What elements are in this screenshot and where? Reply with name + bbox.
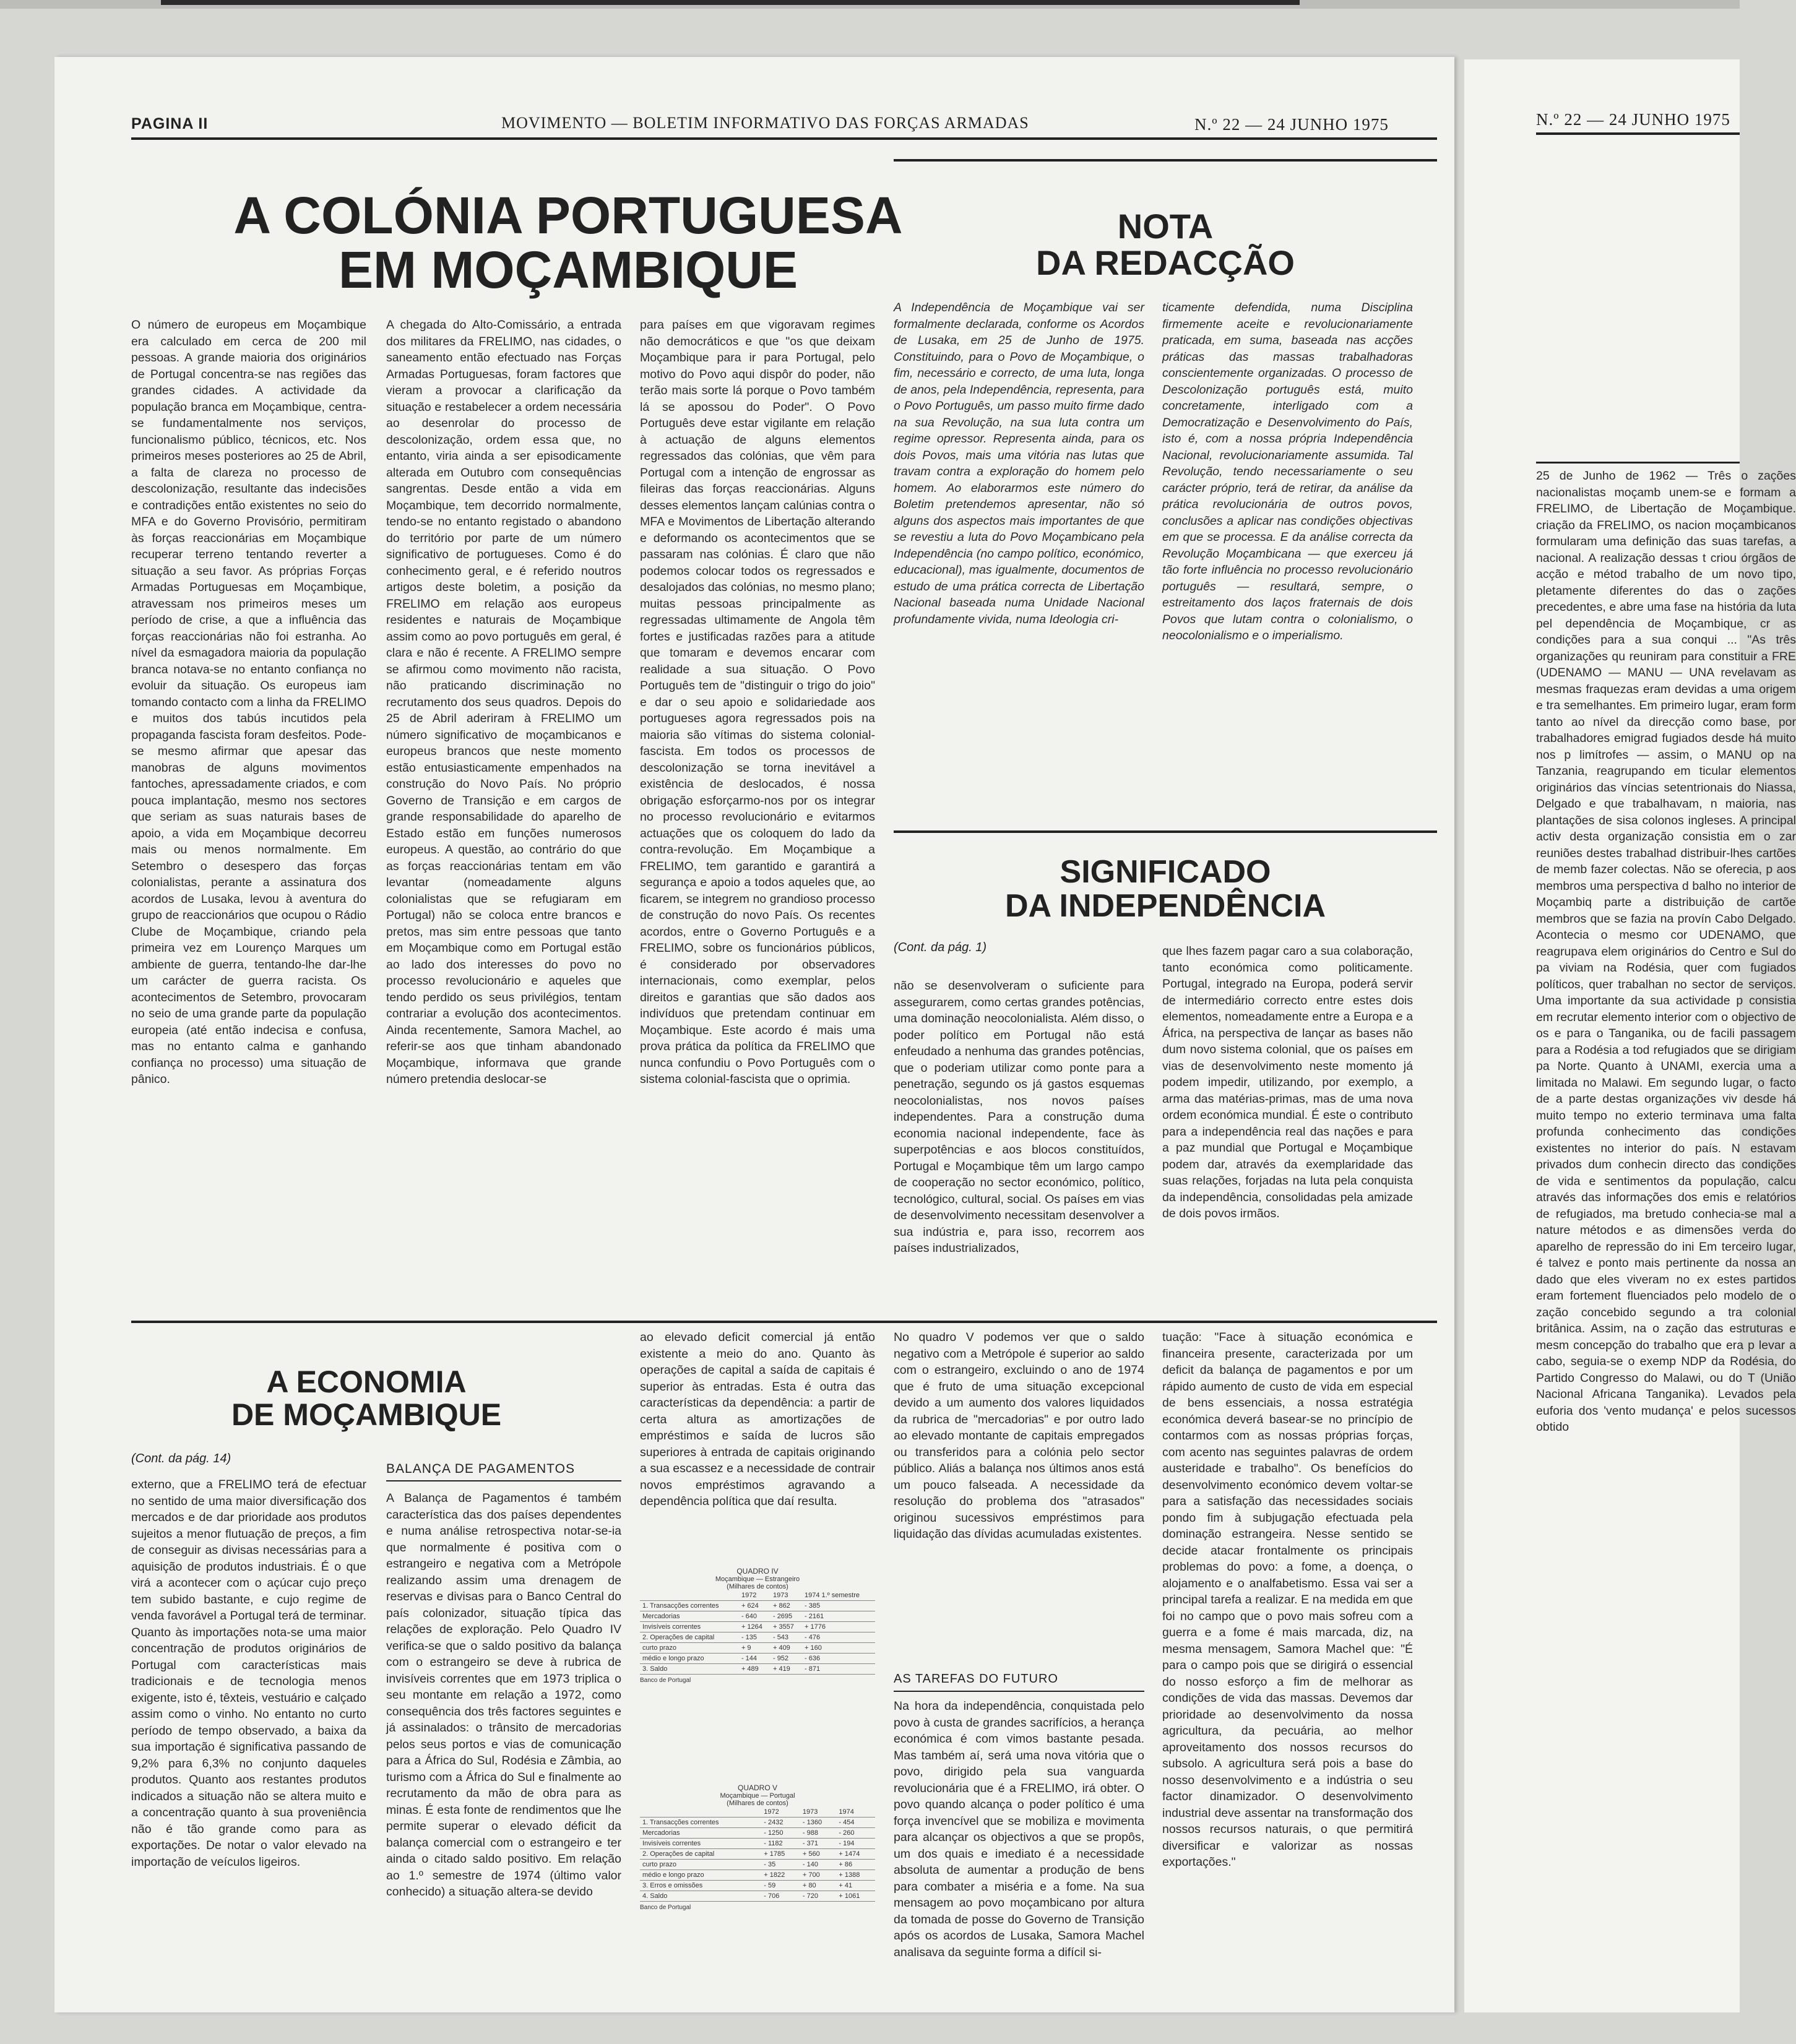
table-cell: + 862 (771, 1601, 802, 1611)
table-row (640, 1881, 875, 1891)
quadro-iv-year: 1974 1.º semestre (802, 1590, 875, 1601)
quadro-v (640, 1783, 875, 1994)
next-page-column: 25 de Junho de 1962 — Três o zações nacionalistas moçamb unem-se e formam a FRELIMO, de Libertação de Moçambique. criação da FRELIMO, os nacion moçambicanos formularam uma definição das suas tarefas, a nacional. A realização dessas t criou órgãos de acção e métod trabalho de um novo tipo, pletamente diferentes do das o zações precedentes, e abre uma fase na história da luta pel dependência de Moçambique, cr as condições para a sua conqui ... "As três organizações qu reuniram para constituir a FRE (UDENAMO — MANU — UNA revelavam as mesmas fraquezas eram devidas a uma origem e tra semelhantes. Em primeiro lugar, eram form tanto ao nível da direcção como base, por trabalhadores emigrad fugiados desde há muito nos p limítrofes — assim, o MANU op na Tanzania, reagrupando em ticular elementos originários das víncias setentrionais do Niassa, Delgado e que trabalhavam, n maioria, nas plantações de sisa colonos ingleses. A principal activ desta organização consistia em o zar reuniões destes trabalhad distribuir-lhes cartões de memb fazer colectas. Não se oferecia, p aos membros uma perspectiva d balho no interior de Moçambiq parte a distribuição de cartõe membros que se fazia na provín Cabo Delgado. Acontecia o mesmo cor UDENAMO, que reagrupava elem originários do Centro e Sul do pa viviam na Rodésia, quer com fugiados políticos, quer trabalhan no sector de serviços. Uma importante da sua actividade p consistia em recrutar elemento interior com o objectivo de os e para o Tanganika, ou de facili passagem para a Rodésia a tod refugiados que se dirigiam pa Norte. Quanto à UNAMI, exercia uma a limitada no Malawi. Em segundo lugar, o facto de a parte destas organizações viv desde há muito tempo no exterio terminava uma falta profunda conhecimento das condições existentes no interior do país. N estavam privados dum conhecin directo das condições de vida e sentimentos da população, calcu através das informações dos emis e relatórios de refugiados, ma bretudo conhecia-se mal a nature métodos e as dimensões verda do aparelho de repressão do ini Em terceiro lugar, é talvez e ponto mais pertinente da nossa an dado que eles viveram no ex estes partidos eram fortement fluenciados pelo modelo de o zação concebido segundo a tra colonial britânica. Assim, na o zação das estruturas e mesm concepção do trabalho que era p levar a cabo, seguia-se o exemp NDP da Rodésia, do Partido Congresso do Malawi, ou do T (União Nacional Africana Tanganika). Levados pela euforia dos 'vento mudança' e pelos sucessos obtido (1536, 469, 1796, 1434)
table-row (640, 1601, 875, 1611)
table-cell: + 1822 (761, 1870, 800, 1881)
next-page (1464, 59, 1796, 2012)
table-row (640, 1860, 875, 1870)
table-cell: - 260 (836, 1828, 875, 1839)
quadro-iv-title: QUADRO IV (736, 1567, 779, 1576)
table-cell: - 194 (836, 1839, 875, 1849)
table-cell: - 988 (800, 1828, 837, 1839)
table-row (640, 1891, 875, 1902)
table-cell: - 952 (771, 1654, 802, 1664)
economia-headline (131, 1366, 602, 1431)
table-cell: Mercadorias (640, 1611, 739, 1622)
table-cell: 4. Saldo (640, 1891, 761, 1902)
table-cell: - 35 (761, 1860, 800, 1870)
next-page-section-rule (1536, 462, 1740, 464)
table-cell: curto prazo (640, 1643, 739, 1654)
table-cell: + 86 (836, 1860, 875, 1870)
quadro-iv-year: 1973 (771, 1590, 802, 1601)
nota-top-rule (894, 159, 1437, 162)
significado-headline-line-1: SIGNIFICADO (1060, 854, 1271, 890)
table-cell: - 371 (800, 1839, 837, 1849)
quadro-iv-table (640, 1590, 875, 1675)
quadro-v-year: 1972 (761, 1807, 800, 1818)
nota-headline-line-2: DA REDACÇÃO (1036, 243, 1295, 282)
table-cell: - 454 (836, 1818, 875, 1828)
economia-column-3: ao elevado deficit comercial já então existente a meio do ano. Quanto às operações de capital a saída de capitais é superior às entradas. Esta é outra das características da dependência: a partir de certa altura as amortizações de empréstimos e saída de lucros são superiores à entrada de capitais originando a sua escassez e a necessidade de contrair novos empréstimos agravando a dependência política que daí resulta. (640, 1330, 875, 1508)
table-cell: + 1785 (761, 1849, 800, 1860)
quadro-iv-year: 1972 (739, 1590, 771, 1601)
nota-headline (894, 209, 1437, 282)
quadro-iv-subtitle: Moçambique — Estrangeiro (715, 1576, 800, 1583)
table-cell: - 636 (802, 1654, 875, 1664)
next-page-issue: N.º 22 — 24 JUNHO 1975 (1536, 110, 1730, 129)
table-cell: + 1474 (836, 1849, 875, 1860)
table-cell: + 560 (800, 1849, 837, 1860)
table-cell: + 1264 (739, 1622, 771, 1632)
significado-column-1: não se desenvolveram o suficiente para assegurarem, como certas grandes potências, uma dominação neocolonialista. Além disso, o poder político em Portugal não está enfeudado a nenhuma das grandes potências, que o poderiam utilizar como ponte para a penetração, segundo os já gastos esquemas neocolonialistas, nos novos países independentes. Para a construção duma economia nacional independente, face às superpotências e aos blocos constituídos, Portugal e Moçambique têm um largo campo de cooperação no sector económico, político, tecnológico, cultural, social. Os países em vias de desenvolvimento necessitam desenvolver a sua indústria e, para isso, recorrem aos países industrializados, (894, 979, 1144, 1255)
publication-title: MOVIMENTO — BOLETIM INFORMATIVO DAS FORÇAS ARMADAS (501, 114, 1029, 132)
table-cell: - 706 (761, 1891, 800, 1902)
scan-edge-bar (161, 0, 1300, 5)
quadro-v-header-row (640, 1807, 875, 1818)
table-cell: + 1388 (836, 1870, 875, 1881)
tarefas-rule (894, 1691, 1144, 1692)
next-page-header-rule (1536, 132, 1740, 135)
table-cell: - 2432 (761, 1818, 800, 1828)
table-cell: Invisíveis correntes (640, 1622, 739, 1632)
economia-headline-line-2: DE MOÇAMBIQUE (231, 1397, 502, 1432)
quadro-v-source: Banco de Portugal (640, 1904, 691, 1911)
article-column-1: O número de europeus em Moçambique era calculado em cerca de 200 mil pessoas. A grande maioria dos originários de Portugal concentra-se nas regiões das grandes cidades. A actividade da população branca em Moçambique, centra-se fundamentalmente nos serviços, funcionalismo público, técnicos, etc. Nos primeiros meses posteriores ao 25 de Abril, a falta de clareza no processo de descolonização, resultante das indecisões e contradições então existentes no seio do MFA e do Governo Provisório, permitiram às forças reaccionárias em Moçambique recuperar terreno tentando reverter a situação a seu favor. As próprias Forças Armadas Portuguesas em Moçambique, atravessam nos primeiros meses um período de crise, a que a influência das forças reaccionárias não foi estranha. Ao nível da esmagadora maioria da população branca notava-se no entanto confiança no evoluir da situação. Os europeus iam tomando contacto com a linha da FRELIMO e muitos dos tabús incutidos pela propaganda fascista foram desfeitos. Pode-se mesmo afirmar que apesar das manobras de alguns movimentos fantoches, apressadamente criados, e com pouca implantação, mesmo nos sectores que seriam as suas naturais bases de apoio, a vida em Moçambique decorreu mais ou menos normalmente. Em Setembro o desespero das forças colonialistas, perante a assinatura dos acordos de Lusaka, levou à aventura do grupo de reaccionários que ocupou o Rádio Clube de Moçambique, criando pela primeira vez em Lourenço Marques um ambiente de guerra, tentando-lhe dar-lhe um carácter de guerra racista. Os acontecimentos de Setembro, provocaram no seio de uma grande parte da população europeia (até então indecisa e confusa, mas no entanto calma e ganhando confiança no processo) uma situação de pânico. (131, 318, 366, 1086)
issue-date: N.º 22 — 24 JUNHO 1975 (1194, 115, 1389, 134)
table-cell: + 1776 (802, 1622, 875, 1632)
table-cell: médio e longo prazo (640, 1870, 761, 1881)
table-cell: médio e longo prazo (640, 1654, 739, 1664)
header-rule (131, 137, 1437, 140)
table-cell: Invisíveis correntes (640, 1839, 761, 1849)
article-column-2: A chegada do Alto-Comissário, a entrada dos militares da FRELIMO, nas cidades, o saneamento então efectuado nas Forças Armadas Portuguesas, foram factores que vieram a provocar a clarificação da situação e restabelecer a ordem necessária ao desenrolar do processo de descolonização, ordem essa que, no entanto, viria ainda a ser episodicamente alterada em Outubro com consequências sangrentas. Desde então a vida em Moçambique, tem decorrido normalmente, tendo-se no entanto registado o abandono do território por parte de um número significativo de portugueses. Como é do conhecimento geral, e é referido noutros artigos deste boletim, a posição da FRELIMO em relação aos europeus residentes e naturais de Moçambique assim como ao povo português em geral, é clara e não é recente. A FRELIMO sempre se afirmou como movimento não racista, não praticando discriminação no recrutamento dos seus quadros. Depois do 25 de Abril aderiram à FRELIMO um número significativo de moçambicanos e europeus brancos que neste momento estão entusiasticamente empenhados na construção do Novo País. No próprio Governo de Transição e em cargos de grande responsabilidade do aparelho de Estado estão em funções numerosos europeus. A questão, ao contrário do que as forças reaccionárias tentam em vão levantar (nomeadamente alguns colonialistas que se refugiaram em Portugal) não se coloca entre brancos e pretos, mas sim entre pessoas que tanto em Moçambique como em Portugal estão ao lado dos interesses do povo no processo revolucionário e aqueles que tendo perdido os seus privilégios, tentam contrariar a evolução dos acontecimentos. Ainda recentemente, Samora Machel, ao referir-se aos que tinham abandonado Moçambique, informava que grande número pretendia deslocar-se (386, 318, 621, 1086)
table-cell: - 640 (739, 1611, 771, 1622)
quadro-v-subtitle: Moçambique — Portugal (720, 1792, 795, 1800)
table-cell: 2. Operações de capital (640, 1849, 761, 1860)
economia-column-2: A Balança de Pagamentos é também característica das dos países dependentes e numa análise retrospectiva notar-se-ia que normalmente é positiva com o estrangeiro e negativa com a Metrópole realizando assim uma drenagem de reservas e divisas para o Banco Central do país colonizador, situação típica das relações de exploração. Pelo Quadro IV verifica-se que o saldo positivo da balança com o estrangeiro se deve à rubrica de invisíveis correntes que em 1973 triplica o seu montante em relação a 1972, como consequência dos três factores seguintes e já assinalados: o trânsito de mercadorias pelos seus portos e vias de comunicação para a África do Sul, Rodésia e Zâmbia, ao turismo com a África do Sul e finalmente ao recrutamento da mão de obra para as minas. É esta fonte de rendimentos que lhe permite superar o elevado déficit da balança comercial com o estrangeiro e ter ainda o citado saldo positivo. Em relação ao 1.º semestre de 1974 (último valor conhecido) a situação altera-se devido (386, 1491, 621, 1899)
tarefas-heading: AS TAREFAS DO FUTURO (894, 1672, 1058, 1686)
table-cell: + 9 (739, 1643, 771, 1654)
quadro-iv (640, 1567, 875, 1765)
table-cell: - 543 (771, 1632, 802, 1643)
table-cell: 1. Transacções correntes (640, 1601, 739, 1611)
table-cell: + 160 (802, 1643, 875, 1654)
nota-bottom-rule (894, 830, 1437, 833)
quadro-iv-units: (Milhares de contos) (727, 1583, 788, 1590)
table-cell: + 419 (771, 1664, 802, 1675)
table-row (640, 1818, 875, 1828)
economia-headline-line-1: A ECONOMIA (266, 1365, 467, 1399)
section-divider (131, 1321, 1437, 1323)
table-cell: + 700 (800, 1870, 837, 1881)
table-cell: - 720 (800, 1891, 837, 1902)
nota-column-1: A Independência de Moçambique vai ser formalmente declarada, conforme os Acordos de Lusaka, em 25 de Junho de 1975. Constituindo, para o Povo de Moçambique, o fim, necessário e correcto, de uma luta, longa de anos, pela Independência, representa, para o Povo Português, um passo muito firme dado na sua Revolução, na sua luta contra um regime opressor. Representa ainda, para os dois Povos, mais uma vitória nas lutas que travam contra a exploração do homem pelo homem. Ao elaborarmos este número do Boletim pretendemos apresentar, não só alguns dos aspectos mais importantes de que se revestiu a luta do Povo Moçambicano pela Independência (no campo político, económico, educacional), mas igualmente, documentos de estudo de uma prática correcta de Libertação Nacional baseada numa Unidade Nacional profundamente vivida, numa Ideologia cri- (894, 301, 1144, 626)
table-row (640, 1849, 875, 1860)
economia-column-5: Na hora da independência, conquistada pelo povo à custa de grandes sacrifícios, a herança económica é com vimos bastante pesada. Mas também aí, será uma nova vitória que o povo, dirigido pela sua vanguarda revolucionária que é a FRELIMO, irá obter. O povo quando alcança o poder político é uma força invencível que se mobiliza e movimenta para alcançar os objectivos a que se propôs, um dos quais e imediato é a necessidade absoluta de aumentar a produção de bens para combater a miséria e a fome. Na sua mensagem ao povo moçambicano por altura da tomada de posse do Governo de Transição após os acordos de Lusaka, Samora Machel analisava da seguinte forma a difícil si- (894, 1699, 1144, 1959)
table-row (640, 1654, 875, 1664)
table-cell: - 476 (802, 1632, 875, 1643)
article-headline (141, 186, 995, 300)
table-cell: - 59 (761, 1881, 800, 1891)
economia-column-1: externo, que a FRELIMO terá de efectuar no sentido de uma maior diversificação dos mercados e de dar prioridade aos produtos sujeitos a menor flutuação de preços, a fim de conseguir as divisas necessárias para a aquisição de produtos industriais. É o que virá a acontecer com o açúcar cujo preço tem subido bastante, e cujo regime de venda favorável a Portugal terá de terminar. Quanto às importações nota-se uma maior concentração de produtos originários de Portugal com características mais tradicionais e de tecnologia menos exigente, isto é, têxteis, vestuário e calçado assim como o vinho. No entanto no curto período de tempo observado, a baixa da sua importação é significativa passando de 9,2% para 6,3% no conjunto daqueles produtos. Quanto aos restantes produtos indicados a situação não se altera muito e a concentração quanto à sua proveniência não é tão grande como para as exportações. De notar o valor elevado na importação de veículos ligeiros. (131, 1478, 366, 1869)
table-cell: + 624 (739, 1601, 771, 1611)
table-cell: + 80 (800, 1881, 837, 1891)
table-cell: 3. Erros e omissões (640, 1881, 761, 1891)
table-row (640, 1622, 875, 1632)
table-cell: - 140 (800, 1860, 837, 1870)
table-row (640, 1643, 875, 1654)
nota-headline-line-1: NOTA (1117, 207, 1214, 246)
table-cell: - 385 (802, 1601, 875, 1611)
quadro-v-title: QUADRO V (737, 1783, 777, 1792)
table-cell: - 144 (739, 1654, 771, 1664)
table-cell: curto prazo (640, 1860, 761, 1870)
balanca-heading: BALANÇA DE PAGAMENTOS (386, 1462, 575, 1476)
table-cell: - 2161 (802, 1611, 875, 1622)
table-cell: 1. Transacções correntes (640, 1818, 761, 1828)
quadro-v-year: 1974 (836, 1807, 875, 1818)
table-cell: + 409 (771, 1643, 802, 1654)
page-number: PAGINA II (131, 115, 209, 132)
significado-headline-line-2: DA INDEPENDÊNCIA (1004, 887, 1326, 924)
economia-column-6: tuação: "Face à situação económica e financeira presente, caracterizada por um deficit da balança de pagamentos e por um rápido aumento de custo de vida em especial de bens essenciais, a nossa estratégia económica deverá basear-se no princípio de contarmos com as nossas próprias forças, com acento nas seguintes palavras de ordem austeridade e trabalho". Os benefícios do desenvolvimento económico devem voltar-se para a satisfação das necessidades sociais pondo fim à subjugação efectuada pela dominação estrangeira. Nesse sentido se decide atacar frontalmente os principais problemas do povo: a fome, a doença, o alojamento e o analfabetismo. Essa vai ser a principal tarefa a realizar. E na medida em que foi no campo que o povo mais sofreu com a guerra e a fome é mais marcada, diz, na mesma mensagem, Samora Machel que: "É para o campo pois que se dirigirá o essencial do nosso esforço a fim de melhorar as condições de vida das massas. Devemos dar prioridade ao desenvolvimento da nossa agricultura, da pecuária, ao melhor aproveitamento dos nossos recursos do subsolo. A agricultura será pois a base do nosso desenvolvimento e a indústria o seu factor dinamizador. O desenvolvimento industrial deve assentar na transformação dos nossos recursos naturais, o que permitirá diversificar e valorizar as nossas exportações." (1162, 1330, 1413, 1869)
significado-headline (894, 855, 1437, 923)
quadro-v-year: 1973 (800, 1807, 837, 1818)
newspaper-page (54, 57, 1454, 2012)
table-cell: - 135 (739, 1632, 771, 1643)
table-row (640, 1870, 875, 1881)
table-row (640, 1839, 875, 1849)
quadro-iv-header-row (640, 1590, 875, 1601)
quadro-v-units: (Milhares de contos) (727, 1800, 788, 1807)
table-cell: + 1061 (836, 1891, 875, 1902)
table-cell: - 1182 (761, 1839, 800, 1849)
article-column-3: para países em que vigoravam regimes não democráticos e que "os que deixam Moçambique para ir para Portugal, pelo motivo do Povo aqui dispôr do poder, não terão mais sorte lá porque o Povo também lá se apossou do Poder". O Povo Português deve estar vigilante em relação à actuação de alguns elementos regressados das colónias, que vêm para Portugal com a intenção de engrossar as fileiras das forças reaccionárias. Alguns desses elementos lançam calúnias contra o MFA e Movimentos de Libertação alterando e deformando os acontecimentos que se passaram nas colónias. É claro que não podemos colocar todos os regressados e desalojados das colónias, no mesmo plano; muitas pessoas principalmente as regressadas ultimamente de Angola têm fortes e justificadas razões para a atitude que tomaram e devemos encarar com realidade a sua situação. O Povo Português tem de "distinguir o trigo do joio" e dar o seu apoio e solidariedade aos portugueses agora regressados pois na maioria são vítimas do sistema colonial-fascista. Em todos os processos de descolonização se torna inevitável a existência de deslocados, é nossa obrigação esforçarmo-nos por os integrar no processo revolucionário e evitarmos actuações que os coloquem do lado da contra-revolução. Em Moçambique a FRELIMO, tem garantido e garantirá a segurança e apoio a todos aqueles que, ao ficarem, se integrem no grandioso processo de construção do novo País. Os recentes acordos, entre o Governo Português e a FRELIMO, sobre os funcionários públicos, é considerado por observadores internacionais, como exemplar, pelos direitos e garantias que são dados aos indivíduos que pretendam continuar em Moçambique. Este acordo é mais uma prova prática da política da FRELIMO que nunca confundiu o Povo Português com o sistema colonial-fascista que o oprimia. (640, 318, 875, 1086)
significado-column-2: que lhes fazem pagar caro a sua colaboração, tanto económica como politicamente. Portugal, integrado na Europa, poderá servir de intermediário correcto entre estes dois elementos, nomeadamente entre a Europa e a África, na perspectiva de lançar as bases não dum novo sistema colonial, que os países em vias de desenvolvimento neste momento já podem impedir, utilizando, por exemplo, a arma das matérias-primas, mas de uma nova ordem económica mundial. É este o contributo para a independência real das nações e para a paz mundial que Portugal e Moçambique podem dar, através da exemplaridade das suas relações, forjadas na luta pela conquista da independência, consolidadas pela amizade de dois povos irmãos. (1162, 944, 1413, 1220)
table-row (640, 1611, 875, 1622)
table-cell: - 2695 (771, 1611, 802, 1622)
economia-column-4: No quadro V podemos ver que o saldo negativo com a Metrópole é superior ao saldo com o estrangeiro, excluindo o ano de 1974 que é fruto de uma situação excepcional devido a um aumento dos valores liquidados da rubrica de "mercadorias" e por outro lado ao elevado montante de capitais empregados ou transferidos para a colónia pelo sector público. Aliás a balança nos últimos anos está um pouco falseada. A necessidade da resolução do problema dos "atrasados" originou sucessivos empréstimos para liquidação das dívidas acumuladas existentes. (894, 1330, 1144, 1541)
table-cell: Mercadorias (640, 1828, 761, 1839)
balanca-rule (386, 1480, 621, 1481)
table-row (640, 1632, 875, 1643)
table-cell: 2. Operações de capital (640, 1632, 739, 1643)
table-cell: - 1250 (761, 1828, 800, 1839)
nota-column-2: ticamente defendida, numa Disciplina firmemente aceite e revolucionariamente praticada, em suma, baseada nas acções práticas das massas trabalhadoras conscientemente organizadas. O processo de Descolonização português está, muito concretamente, interligado com a Democratização e Desenvolvimento do País, isto é, com a nossa própria Independência Nacional, revolucionariamente assumida. Tal Revolução, tendo necessariamente o seu carácter próprio, terá de retirar, da análise da prática revolucionária de outros povos, conclusões a aplicar nas condições objectivas em que se processa. E da análise correcta da Revolução Moçambicana — que exerceu já tão forte influência no processo revolucionário português — resultará, sempre, o estreitamento dos laços fraternais de dois Povos que lutam contra o colonialismo, o neocolonialismo e o imperialismo. (1162, 301, 1413, 642)
significado-continuation: (Cont. da pág. 1) (894, 941, 987, 954)
table-cell: 3. Saldo (640, 1664, 739, 1675)
table-cell: - 1360 (800, 1818, 837, 1828)
table-cell: + 3557 (771, 1622, 802, 1632)
table-cell: - 871 (802, 1664, 875, 1675)
quadro-v-table (640, 1807, 875, 1902)
table-row (640, 1828, 875, 1839)
economia-continuation: (Cont. da pág. 14) (131, 1452, 231, 1465)
table-row (640, 1664, 875, 1675)
table-cell: + 41 (836, 1881, 875, 1891)
table-cell: + 489 (739, 1664, 771, 1675)
quadro-iv-source: Banco de Portugal (640, 1677, 691, 1684)
headline-line-2: EM MOÇAMBIQUE (339, 241, 798, 300)
headline-line-1: A COLÓNIA PORTUGUESA (233, 186, 903, 244)
